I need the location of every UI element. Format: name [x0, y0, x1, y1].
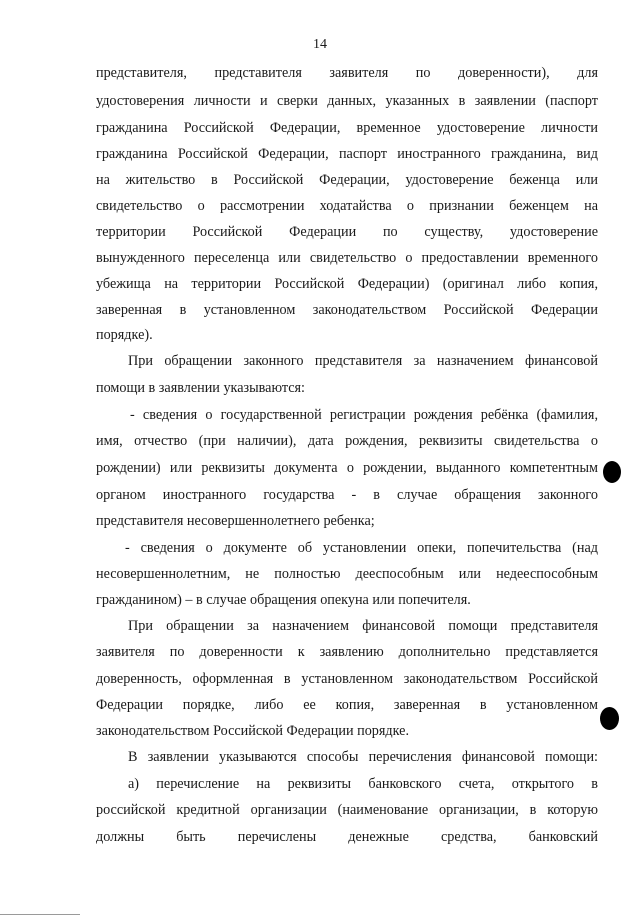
text-line: должны быть перечислены денежные средства, банковский [96, 829, 598, 845]
text-line: удостоверения личности и сверки данных, указанных в заявлении (паспорт [96, 93, 598, 109]
hole-punch-mark [600, 707, 619, 730]
text-line: Федерации порядке, либо ее копия, заверенная в установленном [96, 697, 598, 713]
text-line: - сведения о государственной регистрации рождения ребёнка (фамилия, [130, 407, 598, 423]
text-line: помощи в заявлении указываются: [96, 380, 306, 396]
text-line: гражданина Российской Федерации, паспорт иностранного гражданина, вид [96, 146, 598, 162]
text-line: При обращении за назначением финансовой помощи представителя [128, 618, 598, 634]
text-line: органом иностранного государства - в случае обращения законного [96, 487, 598, 503]
text-line: заявителя по доверенности к заявлению дополнительно представляется [96, 644, 598, 660]
text-line: имя, отчество (при наличии), дата рождения, реквизиты свидетельства о [96, 433, 598, 449]
text-line: гражданином) – в случае обращения опекуна или попечителя. [96, 592, 471, 608]
text-line: - сведения о документе об установлении опеки, попечительства (над [125, 540, 598, 556]
text-line: а) перечисление на реквизиты банковского счета, открытого в [128, 776, 598, 792]
text-line: территории Российской Федерации по существу, удостоверение [96, 224, 598, 240]
text-line: представителя несовершеннолетнего ребенка; [96, 513, 375, 529]
text-line: на жительство в Российской Федерации, удостоверение беженца или [96, 172, 598, 188]
text-line: российской кредитной организации (наименование организации, в которую [96, 802, 598, 818]
text-line: порядке). [96, 327, 153, 343]
text-line: При обращении законного представителя за назначением финансовой [128, 353, 598, 369]
text-line: несовершеннолетним, не полностью дееспособным или недееспособным [96, 566, 598, 582]
hole-punch-mark [603, 461, 621, 483]
text-line: рождении) или реквизиты документа о рождении, выданного компетентным [96, 460, 598, 476]
text-line: законодательством Российской Федерации порядке. [96, 723, 410, 739]
text-line: доверенность, оформленная в установленном законодательством Российской [96, 671, 598, 687]
text-line: свидетельство о рассмотрении ходатайства о признании беженцем на [96, 198, 598, 214]
text-line: заверенная в установленном законодательством Российской Федерации [96, 302, 598, 318]
text-line: представителя, представителя заявителя по доверенности), для [96, 65, 598, 81]
text-line: В заявлении указываются способы перечисления финансовой помощи: [128, 749, 598, 765]
page-number: 14 [313, 37, 327, 52]
text-line: гражданина Российской Федерации, временное удостоверение личности [96, 120, 598, 136]
text-line: убежища на территории Российской Федерации) (оригинал либо копия, [96, 276, 598, 292]
text-line: вынужденного переселенца или свидетельство о предоставлении временного [96, 250, 598, 266]
